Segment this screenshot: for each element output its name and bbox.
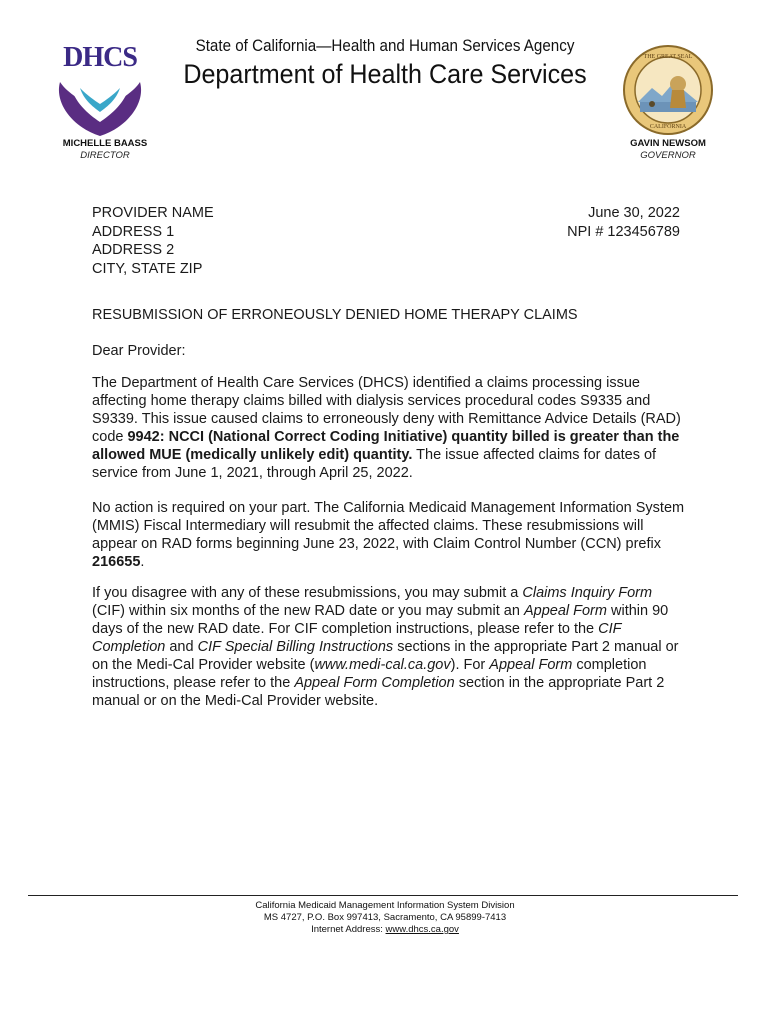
director-name: MICHELLE BAASS: [62, 138, 148, 149]
state-seal: [622, 44, 714, 136]
address-line-4: CITY, STATE ZIP: [92, 260, 203, 277]
appeal-form-completion-ref: Appeal Form Completion: [294, 675, 455, 691]
footer-internet: [0, 924, 770, 936]
appeal-form-ref: Appeal Form: [523, 603, 607, 619]
internet-label: Internet Address:: [311, 924, 386, 935]
p1-rad-code: 9942: NCCI (National Correct Coding Initiative) quantity billed is greater than the allowed MUE (medically unlikely edit) quantity.: [92, 429, 680, 463]
governor-name: GAVIN NEWSOM: [630, 138, 706, 149]
p3-text-e: sections in the appropriate Part 2 manual or on the Medi-Cal Provider website (: [92, 639, 679, 673]
p2-text-b: .: [140, 554, 145, 570]
department-name: Department of Health Care Services: [183, 59, 587, 89]
letter-subject: RESUBMISSION OF ERRONEOUSLY DENIED HOME THERAPY CLAIMS: [92, 307, 578, 323]
p3-text-d: and: [165, 639, 198, 655]
logo-text: DHCS: [63, 42, 137, 73]
heart-hands-icon: [52, 42, 148, 138]
ccn-prefix: 216655: [92, 554, 141, 570]
p3-text-g: completion instructions, please refer to the: [92, 657, 647, 691]
p3-text-h: section in the appropriate Part 2 manual or on the Medi-Cal Provider website.: [92, 675, 665, 709]
paragraph-3: [92, 584, 685, 710]
p2-text-a: No action is required on your part. The California Medicaid Management Information System (MMIS) Fiscal Intermediary will resubmit the affected claims. These resubmissions will appear on RAD forms beginning June 23, 2022, with Claim Control Number (CCN) prefix: [92, 500, 685, 552]
salutation: Dear Provider:: [92, 343, 186, 359]
npi-number: NPI # 123456789: [567, 223, 680, 240]
footer-division: California Medicaid Management Information System Division: [255, 900, 515, 911]
footer: [0, 900, 770, 936]
california-seal-icon: [622, 44, 714, 136]
letter-date: June 30, 2022: [588, 205, 680, 221]
address-line-3: ADDRESS 2: [92, 242, 175, 258]
dhcs-website-link[interactable]: www.dhcs.ca.gov: [385, 924, 459, 935]
p1-text-b: The issue affected claims for dates of service from June 1, 2021, through April 25, 2022.: [92, 447, 657, 481]
p3-text-a: If you disagree with any of these resubmissions, you may submit a: [92, 585, 523, 601]
footer-divider: [28, 895, 738, 896]
svg-text:THE GREAT SEAL: THE GREAT SEAL: [643, 54, 693, 60]
paragraph-2: [92, 499, 685, 571]
footer-address: MS 4727, P.O. Box 997413, Sacramento, CA 95899-7413: [263, 912, 507, 923]
dhcs-logo: [52, 42, 148, 138]
address-line-1: PROVIDER NAME: [92, 205, 214, 221]
p1-text-a: The Department of Health Care Services (DHCS) identified a claims processing issue affecting home therapy claims billed with dialysis services procedural codes S9335 and S9339. This issue caused claims to erroneously deny with Remittance Advice Details (RAD) code: [92, 375, 681, 445]
paragraph-1: [92, 374, 685, 482]
p3-text-b: (CIF) within six months of the new RAD date or you may submit an: [92, 603, 524, 619]
agency-name: State of California—Health and Human Services Agency: [195, 37, 575, 55]
date-npi-block: [567, 204, 680, 241]
p3-text-c: within 90 days of the new RAD date. For CIF completion instructions, please refer to the: [92, 603, 669, 637]
recipient-address: [92, 204, 214, 278]
address-line-2: ADDRESS 1: [92, 223, 175, 240]
p3-text-f: ). For: [450, 657, 490, 673]
medi-cal-website-ref: www.medi-cal.ca.gov: [314, 657, 451, 673]
appeal-form-ref-2: Appeal Form: [489, 657, 573, 673]
claims-inquiry-form-ref: Claims Inquiry Form: [522, 585, 653, 601]
cif-special-billing-ref: CIF Special Billing Instructions: [197, 639, 394, 655]
director-title: DIRECTOR: [80, 150, 130, 161]
cif-completion-ref: CIF Completion: [92, 621, 622, 655]
svg-text:CALIFORNIA: CALIFORNIA: [649, 124, 687, 130]
governor-title: GOVERNOR: [640, 150, 696, 161]
